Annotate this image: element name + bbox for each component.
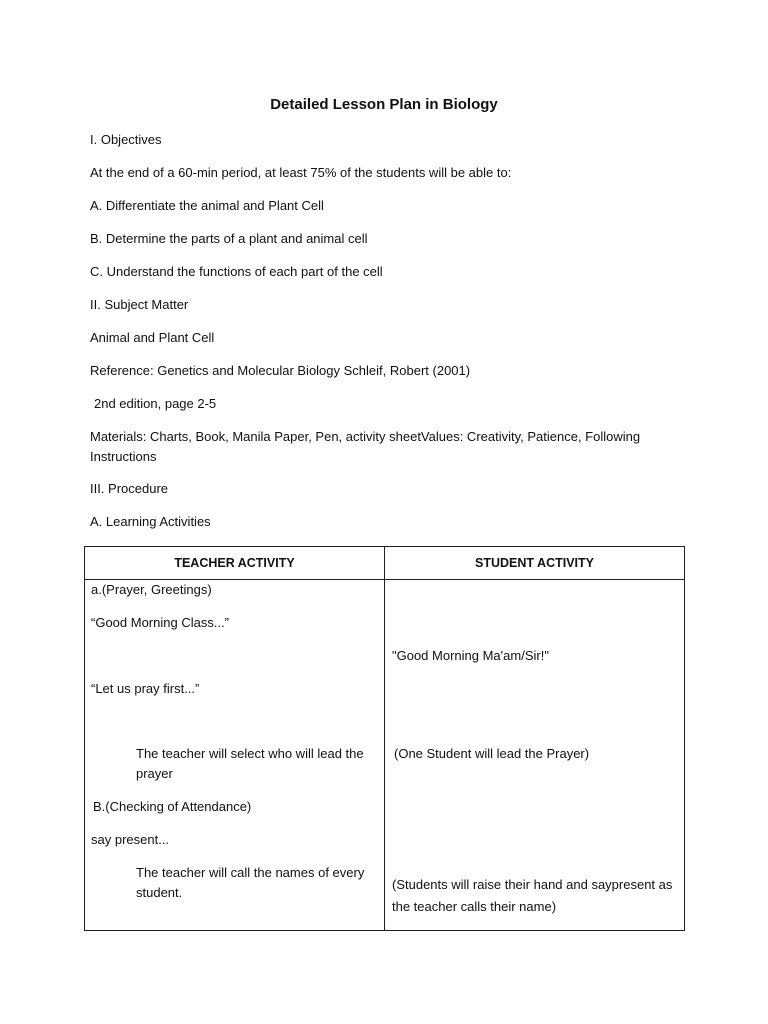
lead-prayer-text: (One Student will lead the Prayer) <box>394 746 590 761</box>
call-names-text-line2: student. <box>136 885 183 900</box>
student-good-morning-text: "Good Morning Ma'am/Sir!" <box>392 648 549 663</box>
page-title: Detailed Lesson Plan in Biology <box>270 96 498 113</box>
procedure-heading: III. Procedure <box>90 481 169 496</box>
activity-table <box>84 546 685 931</box>
select-leader-text-line2: prayer <box>136 766 173 781</box>
objective-b: B. Determine the parts of a plant and animal cell <box>90 231 368 246</box>
table-row <box>85 580 685 931</box>
teacher-activity-cell <box>85 580 385 931</box>
student-activity-header: STUDENT ACTIVITY <box>385 547 685 580</box>
subject-text: Animal and Plant Cell <box>90 330 215 345</box>
raise-hand-text-line1: (Students will raise their hand and saypresent as <box>392 877 673 892</box>
table-header-row <box>85 547 685 580</box>
teacher-activity-header: TEACHER ACTIVITY <box>85 547 385 580</box>
reference-text: Reference: Genetics and Molecular Biology Schleif, Robert (2001) <box>90 363 471 378</box>
objectives-intro: At the end of a 60-min period, at least 75% of the students will be able to: <box>90 165 512 180</box>
attendance-text: B.(Checking of Attendance) <box>93 799 252 814</box>
objectives-heading: I. Objectives <box>90 132 162 147</box>
edition-text: 2nd edition, page 2-5 <box>94 396 217 411</box>
teacher-good-morning-text: “Good Morning Class...” <box>91 615 229 630</box>
call-names-text-line1: The teacher will call the names of every <box>136 865 365 880</box>
student-activity-cell <box>385 580 685 931</box>
raise-hand-text-line2: the teacher calls their name) <box>392 899 557 914</box>
say-present-text: say present... <box>91 832 170 847</box>
select-leader-text-line1: The teacher will select who will lead the <box>136 746 364 761</box>
materials-text: Materials: Charts, Book, Manila Paper, Pen, activity sheetValues: Creativity, Patience, Following Instructions <box>90 429 641 464</box>
pray-first-text: “Let us pray first...” <box>91 681 200 696</box>
objective-a: A. Differentiate the animal and Plant Cell <box>90 198 324 213</box>
learning-activities-heading: A. Learning Activities <box>90 514 211 529</box>
prayer-greetings-text: a.(Prayer, Greetings) <box>91 582 212 597</box>
objective-c: C. Understand the functions of each part of the cell <box>90 264 383 279</box>
subject-heading: II. Subject Matter <box>90 297 189 312</box>
